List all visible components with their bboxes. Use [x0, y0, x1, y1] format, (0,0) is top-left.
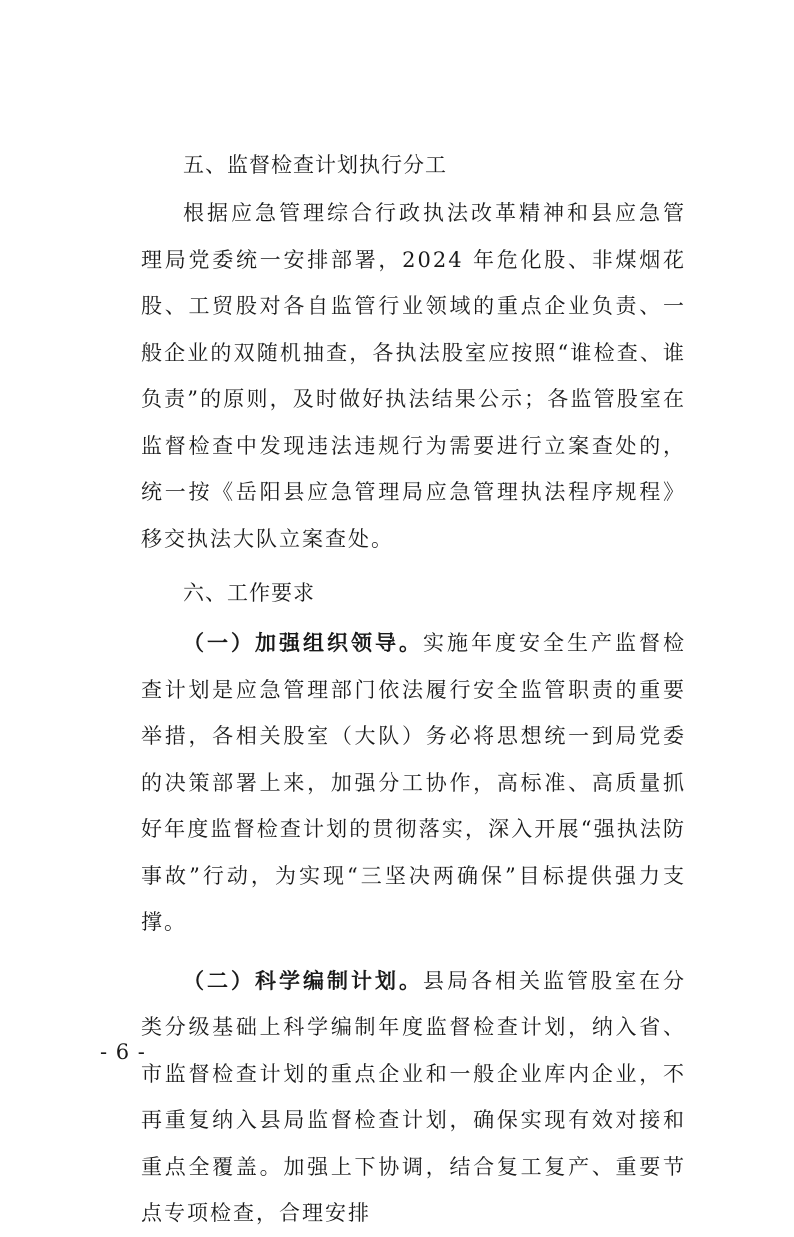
requirement-2-body: 县局各相关监管股室在分类分级基础上科学编制年度监督检查计划，纳入省、市监督检查计划的重点企业和一般企业库内企业，不再重复纳入县局监督检查计划，确保实现有效对接和重点全覆盖。加强上下协调，结合复工复产、重要节点专项检查，合理安排 — [141, 968, 686, 1225]
page-number: - 6 - — [100, 1040, 146, 1064]
requirement-1-title: （一）加强组织领导。 — [183, 631, 423, 655]
requirement-2-title: （二）科学编制计划。 — [183, 968, 423, 993]
document-body — [141, 142, 686, 1237]
requirement-2-paragraph — [141, 958, 686, 1237]
section-6-heading: 六、工作要求 — [183, 581, 315, 605]
section-5-heading: 五、监督检查计划执行分工 — [183, 153, 447, 177]
requirement-1-paragraph — [141, 620, 686, 946]
section-5-paragraph: 根据应急管理综合行政执法改革精神和县应急管理局党委统一安排部署，2024 年危化股、非煤烟花股、工贸股对各自监管行业领域的重点企业负责、一般企业的双随机抽查，各执法股室应按照“谁检查、谁负责”的原则，及时做好执法结果公示；各监管股室在监督检查中发现违法违规行为需要进行立案查处的，统一按《岳阳县应急管理局应急管理执法程序规程》移交执法大队立案查处。 — [141, 201, 686, 551]
requirement-1-body: 实施年度安全生产监督检查计划是应急管理部门依法履行安全监管职责的重要举措，各相关股室（大队）务必将思想统一到局党委的决策部署上来，加强分工协作，高标准、高质量抓好年度监督检查计划的贯彻落实，深入开展“强执法防事故”行动，为实现“三坚决两确保”目标提供强力支撑。 — [141, 631, 686, 934]
